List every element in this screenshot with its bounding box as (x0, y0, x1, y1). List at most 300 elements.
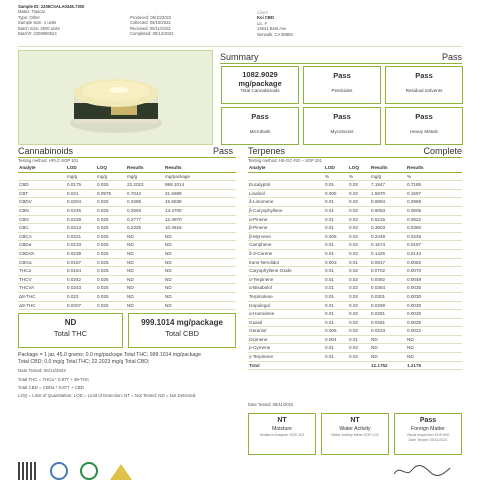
table-cell: 0.0245 (67, 207, 82, 213)
table-cell: 0.0164 (67, 268, 82, 274)
table-cell: THCV (19, 276, 32, 282)
col-results-mgg: Results (126, 164, 164, 172)
table-cell: 0.005 (325, 233, 337, 239)
foreign-matter-date: Date Tested: 05/11/2022 (408, 438, 448, 442)
table-cell: ND (165, 259, 172, 265)
license: Lic. # (257, 20, 268, 26)
table-cell: ND (371, 336, 378, 342)
table-cell: trans-Nerolidol (249, 259, 279, 265)
col-loq: LOQ (348, 164, 370, 172)
summary-pesticides (303, 66, 381, 104)
residual-solvents-label: Residual Solvents (405, 88, 443, 93)
table-cell: 0.5215 (371, 216, 386, 222)
col-analyte: Analyte (18, 164, 66, 172)
table-cell: 0.0157 (407, 242, 422, 248)
terpenes-title: Terpenes (248, 146, 286, 156)
table-cell: 10.4618 (165, 225, 182, 231)
table-cell: 0.01 (325, 268, 334, 274)
cannabinoids-body (18, 172, 236, 310)
table-row (248, 215, 462, 224)
col-results-pct: Results (406, 164, 462, 172)
table-cell: 0.0035 (407, 285, 422, 291)
table-row (18, 198, 236, 207)
water-activity-value: NT (350, 417, 360, 424)
unit-cell (18, 172, 66, 181)
table-row (248, 267, 462, 276)
table-cell: 0.01 (325, 242, 334, 248)
table-cell: 0.9894 (371, 199, 386, 205)
collected: Collected: 05/10/2022 (130, 20, 171, 26)
table-cell: 0.01 (349, 336, 358, 342)
table-cell: 0.0975 (97, 190, 112, 196)
table-cell: 0.0030 (407, 302, 422, 308)
table-cell: δ-Limonene (249, 199, 274, 205)
table-row (18, 189, 236, 198)
table-cell: ND (165, 285, 172, 291)
total-cbd-value: 999.1014 mg/package (141, 318, 223, 327)
table-cell: 0.0229 (67, 216, 82, 222)
table-cell: ND (165, 242, 172, 248)
total-cell (348, 361, 370, 370)
accreditation-seal (50, 462, 68, 480)
package-note-2: Total CBD; 0.0 mg/g Total THC; 22.2023 mg/g Total CBD; (18, 359, 150, 365)
unit-cell: mg/package (165, 173, 191, 179)
unit-cell (248, 172, 324, 181)
table-cell: 0.01 (325, 293, 334, 299)
table-cell: 0.2325 (127, 225, 142, 231)
total-cbd-formula: Total CBD = CBDa * 0.877 + CBD (18, 385, 84, 390)
table-cell: Camphene (249, 242, 272, 248)
address-line-2: Norwalk, CA 90650 (257, 31, 293, 37)
table-cell: ND (165, 268, 172, 274)
table-cell: ND (407, 354, 414, 360)
table-cell: CBDVA (19, 250, 35, 256)
table-cell: 0.2449 (371, 233, 386, 239)
table-cell: 0.01 (325, 225, 334, 231)
table-cell: 0.0070 (407, 268, 422, 274)
table-cell: 0.02 (349, 268, 358, 274)
table-cell: 0.0221 (67, 233, 82, 239)
table-cell: 0.02 (349, 354, 358, 360)
table-cell: 0.02 (349, 250, 358, 256)
table-cell: ND (165, 250, 172, 256)
table-cell: 0.025 (97, 242, 109, 248)
sample-size: Sample Size: 1 units (18, 20, 57, 26)
table-row (248, 206, 462, 215)
table-cell: 0.0187 (67, 259, 82, 265)
table-cell: 0.02 (349, 276, 358, 282)
table-cell: CBG (19, 216, 29, 222)
terpenes-date-tested: Date Tested: 05/11/2022 (248, 402, 294, 407)
table-cell: 0.0175 (67, 182, 82, 188)
table-cell: 0.7042 (127, 190, 142, 196)
table-cell: 0.0817 (371, 259, 386, 265)
table-cell: 0.0242 (67, 276, 82, 282)
table-cell: 0.0299 (371, 302, 386, 308)
table-cell: β-Caryophyllene (249, 207, 283, 213)
product-photo (18, 50, 213, 145)
client-name: Koi CBD (257, 15, 274, 21)
table-cell: 0.025 (97, 216, 109, 222)
pesticides-value: Pass (333, 71, 351, 80)
summary-residual-solvents (385, 66, 463, 104)
cannabinoids-header-row (18, 164, 236, 172)
table-cell: 0.0281 (371, 311, 386, 317)
foreign-matter-label: Foreign Matter (411, 426, 445, 432)
table-cell: 0.025 (97, 225, 109, 231)
terpenes-header-row (248, 164, 462, 172)
col-lod: LOD (66, 164, 96, 172)
heavy-metals-label: Heavy Metals (410, 129, 438, 134)
mycotoxins-label: Mycotoxins (330, 129, 354, 134)
table-cell: 0.02 (349, 328, 358, 334)
moisture-box (248, 413, 316, 455)
cannabinoids-table (18, 164, 236, 310)
summary-divider (220, 63, 462, 64)
table-cell: 0.01 (325, 311, 334, 317)
completed: Completed: 05/12/2022 (130, 31, 174, 37)
table-cell: Isopulegol (249, 302, 270, 308)
table-cell: 0.021 (67, 190, 79, 196)
table-cell: 0.02 (349, 207, 358, 213)
table-cell: 0.0522 (407, 216, 422, 222)
table-cell: ND (127, 302, 134, 308)
cannabinoids-status: Pass (213, 146, 234, 156)
table-cell: CBGa (19, 259, 32, 265)
table-cell: 0.0301 (371, 293, 386, 299)
table-cell: 0.0702 (371, 268, 386, 274)
table-row (248, 318, 462, 327)
table-cell: 0.02 (349, 199, 358, 205)
client-info (257, 10, 293, 37)
table-cell: 0.01 (325, 207, 334, 213)
table-cell: 0.025 (97, 207, 109, 213)
table-cell: 0.01 (325, 345, 334, 351)
table-cell: ND (127, 233, 134, 239)
table-cell: 12.4970 (165, 216, 182, 222)
table-cell: 0.01 (325, 354, 334, 360)
table-cell: 0.02 (349, 233, 358, 239)
table-cell: 0.0213 (67, 225, 82, 231)
table-cell: 0.01 (325, 285, 334, 291)
summary-title: Summary (220, 52, 259, 62)
table-cell: 0.025 (97, 199, 109, 205)
table-cell: 0.7185 (407, 182, 422, 188)
table-cell: 0.1574 (371, 242, 386, 248)
table-cell: 0.0223 (371, 328, 386, 334)
table-cell: CBN (19, 207, 29, 213)
terpenes-status: Complete (423, 146, 462, 156)
table-cell: γ-Terpinene (249, 354, 274, 360)
table-cell: α-Terpinene (249, 276, 274, 282)
sample-id: Sample ID: 2205CSALA0345.7300 (18, 4, 85, 9)
table-row (248, 189, 462, 198)
table-cell: 0.025 (97, 233, 109, 239)
col-results-mgpkg: Results (164, 164, 236, 172)
table-cell: ND (127, 268, 134, 274)
cannabinoids-method: Testing method: HPLC-SOP 101 (18, 158, 79, 163)
unit-cell: % (407, 173, 412, 179)
table-cell: 0.0022 (407, 328, 422, 334)
table-row (18, 267, 236, 276)
table-cell: ND (371, 345, 378, 351)
table-cell: 0.0360 (407, 225, 422, 231)
table-cell: 0.025 (97, 250, 109, 256)
table-cell: ND (165, 233, 172, 239)
total-cell: 1.2175 (407, 362, 422, 368)
table-cell: 0.02 (349, 182, 358, 188)
table-cell: 0.1426 (371, 250, 386, 256)
terpenes-table (248, 164, 462, 370)
table-cell: 0.02 (349, 285, 358, 291)
table-row (248, 249, 462, 258)
jar-image (19, 51, 213, 145)
table-cell: THCa (19, 268, 31, 274)
terpenes-method: Testing method: HS-GC-FID – SOP 201 (248, 158, 322, 163)
table-cell: 0.02 (349, 242, 358, 248)
table-cell: Ocimene (249, 336, 268, 342)
received: Received: 05/11/2022 (130, 25, 171, 31)
table-row (248, 335, 462, 344)
total-row (248, 361, 462, 370)
microbials-value: Pass (251, 112, 269, 121)
table-cell: 0.0251 (371, 319, 386, 325)
col-loq: LOQ (96, 164, 126, 172)
type: Type: Other (18, 14, 40, 20)
table-row (248, 344, 462, 353)
table-cell: 0.0133 (67, 242, 82, 248)
table-cell: CBCA (19, 233, 32, 239)
total-cbd-box (128, 313, 236, 348)
table-row (248, 310, 462, 319)
table-cell: 0.02 (349, 225, 358, 231)
table-cell: ND (127, 293, 134, 299)
table-cell: 0.0204 (67, 199, 82, 205)
table-cell: Caryophyllene Oxide (249, 268, 292, 274)
summary-total-cannabinoids (221, 66, 299, 104)
table-cell: 0.022 (67, 293, 79, 299)
table-row (18, 249, 236, 258)
table-cell: 22.2023 (127, 182, 144, 188)
total-cannabinoids-value: 1082.9029 mg/package (238, 70, 282, 88)
table-cell: 0.0028 (407, 311, 422, 317)
table-cell: p-Cymene (249, 345, 271, 351)
table-cell: 0.005 (325, 328, 337, 334)
table-row (248, 232, 462, 241)
table-cell: ND (165, 293, 172, 299)
table-row (248, 181, 462, 190)
total-cell (324, 361, 348, 370)
summary-microbials (221, 107, 299, 145)
table-row (248, 284, 462, 293)
table-cell: 0.01 (325, 302, 334, 308)
table-row (18, 181, 236, 190)
terpenes-unit-row (248, 172, 462, 181)
date-tested-note: Date Tested: 05/12/2022 (18, 368, 66, 373)
total-cannabinoids-label: Total Cannabinoids (240, 88, 280, 93)
table-row (18, 292, 236, 301)
table-cell: 1.5970 (371, 190, 386, 196)
foreign-matter-value: Pass (419, 417, 437, 424)
table-cell: Eucalyptol (249, 182, 271, 188)
table-cell: ND (407, 336, 414, 342)
table-row (248, 224, 462, 233)
unit-cell: mg/g (371, 173, 382, 179)
table-cell: 0.01 (325, 276, 334, 282)
table-cell: 0.0025 (407, 319, 422, 325)
water-activity-label: Water Activity (339, 426, 371, 432)
table-cell: 0.01 (325, 199, 334, 205)
table-cell: CBT (19, 190, 29, 196)
table-cell: 0.0605 (407, 207, 422, 213)
total-thc-formula: Total THC = THCa * 0.877 + d9-THC (18, 377, 90, 382)
table-cell: 0.0143 (407, 250, 422, 256)
table-cell: CBC (19, 225, 29, 231)
table-cell: 0.02 (349, 293, 358, 299)
table-cell: 0.2777 (127, 216, 142, 222)
table-cell: Terpinolene (249, 293, 273, 299)
table-row (18, 224, 236, 233)
table-cell: α-Humulene (249, 311, 275, 317)
table-row (18, 241, 236, 250)
table-cell: 0.0238 (67, 250, 82, 256)
table-row (18, 275, 236, 284)
table-cell: δ-3-Carene (249, 250, 273, 256)
moisture-method: Moisture Analyzer SOP-103 (259, 433, 305, 437)
batch-number: Batch#: 2209880524 (18, 31, 57, 37)
address-line-1: 14631 Best Ave (257, 26, 287, 32)
table-cell: 0.005 (325, 190, 337, 196)
unit-cell: % (349, 173, 354, 179)
terpenes-body (248, 172, 462, 370)
table-cell: 0.01 (349, 259, 358, 265)
table-cell: 0.02 (349, 311, 358, 317)
table-cell: 0.0354 (371, 285, 386, 291)
table-cell: 0.025 (97, 293, 109, 299)
cannabinoids-unit-row (18, 172, 236, 181)
table-cell: β-Myrcene (249, 233, 271, 239)
table-cell: α-Pinene (249, 216, 268, 222)
table-row (248, 301, 462, 310)
table-cell: 0.0989 (407, 199, 422, 205)
total-thc-label: Total THC (53, 329, 88, 338)
table-cell: 13.4700 (165, 207, 182, 213)
table-cell: β-Pinene (249, 225, 268, 231)
package-note-1: Package = 1 jar, 45.0 grams; 0.0 mg/package Total THC; 999.1014 mg/package (18, 352, 202, 358)
table-cell: Δ9-THC (19, 302, 36, 308)
total-thc-box (18, 313, 123, 348)
residual-solvents-value: Pass (415, 71, 433, 80)
table-row (18, 258, 236, 267)
table-row (18, 215, 236, 224)
table-cell: 0.2993 (127, 207, 142, 213)
table-cell: 0.0243 (67, 285, 82, 291)
table-cell: 0.01 (325, 250, 334, 256)
dates-info (130, 15, 174, 37)
table-cell: THCVA (19, 285, 35, 291)
table-cell: ND (127, 250, 134, 256)
table-row (248, 258, 462, 267)
lab-logo (110, 464, 132, 480)
table-row (248, 275, 462, 284)
table-cell: 0.01 (325, 182, 334, 188)
total-thc-value: ND (64, 318, 77, 327)
client-label: Client (257, 10, 268, 15)
table-cell: 0.02 (349, 190, 358, 196)
unit-cell: % (325, 173, 330, 179)
produced: Produced: 05/10/2022 (130, 15, 172, 20)
qr-code (18, 462, 36, 480)
summary-status: Pass (441, 52, 462, 62)
total-cbd-label: Total CBD (165, 329, 199, 338)
col-lod: LOD (324, 164, 348, 172)
table-cell: 0.025 (97, 259, 109, 265)
table-cell: 31.6889 (165, 190, 182, 196)
table-cell: 0.1597 (407, 190, 422, 196)
table-row (248, 327, 462, 336)
table-cell: 0.02 (349, 216, 358, 222)
table-cell: 999.1014 (165, 182, 185, 188)
table-cell: 0.025 (97, 285, 109, 291)
table-cell: 0.3603 (371, 225, 386, 231)
unit-cell: mg/g (67, 173, 78, 179)
table-cell: 7.1847 (371, 182, 386, 188)
moisture-label: Moisture (272, 426, 292, 432)
table-cell: 0.3485 (127, 199, 142, 205)
table-cell: 0.003 (325, 259, 337, 265)
cannabinoids-title: Cannabinoids (18, 146, 74, 156)
table-cell: ND (165, 302, 172, 308)
table-cell: ND (165, 276, 172, 282)
table-cell: 0.025 (97, 276, 109, 282)
foreign-matter-box (394, 413, 462, 455)
table-cell: 0.025 (97, 302, 109, 308)
table-cell: CBDV (19, 199, 32, 205)
microbials-label: Microbials (249, 129, 271, 134)
mycotoxins-value: Pass (333, 112, 351, 121)
sample-info (18, 4, 84, 36)
table-cell: 0.6053 (371, 207, 386, 213)
summary-mycotoxins (303, 107, 381, 145)
iso-seal (80, 462, 98, 480)
table-row (248, 198, 462, 207)
unit-cell: mg/g (97, 173, 108, 179)
unit-cell: mg/g (127, 173, 138, 179)
table-cell: 0.02 (349, 319, 358, 325)
table-cell: Linalool (249, 190, 265, 196)
col-analyte: Analyte (248, 164, 324, 172)
table-row (18, 206, 236, 215)
col-results-mgg: Results (370, 164, 406, 172)
table-cell: ND (407, 345, 414, 351)
table-cell: ND (371, 354, 378, 360)
table-cell: ND (127, 285, 134, 291)
table-cell: Geraniol (249, 328, 267, 334)
table-cell: 15.6838 (165, 199, 182, 205)
table-cell: 0.025 (97, 182, 109, 188)
water-activity-method: Water Activity Meter SOP-102 (331, 433, 379, 437)
pesticides-label: Pesticides (331, 88, 353, 93)
table-row (18, 284, 236, 293)
table-cell: 0.0207 (67, 302, 82, 308)
table-cell: Guaiol (249, 319, 263, 325)
table-cell: 0.0049 (407, 276, 422, 282)
table-cell: 0.0030 (407, 293, 422, 299)
legend-note: LOQ = Limit of Quantitation; LOD = Limit of Detection; NT = Not Tested; ND = Not Detected. (18, 393, 197, 398)
table-cell: Δ8-THC (19, 293, 36, 299)
table-cell: CBDa (19, 242, 32, 248)
heavy-metals-value: Pass (415, 112, 433, 121)
